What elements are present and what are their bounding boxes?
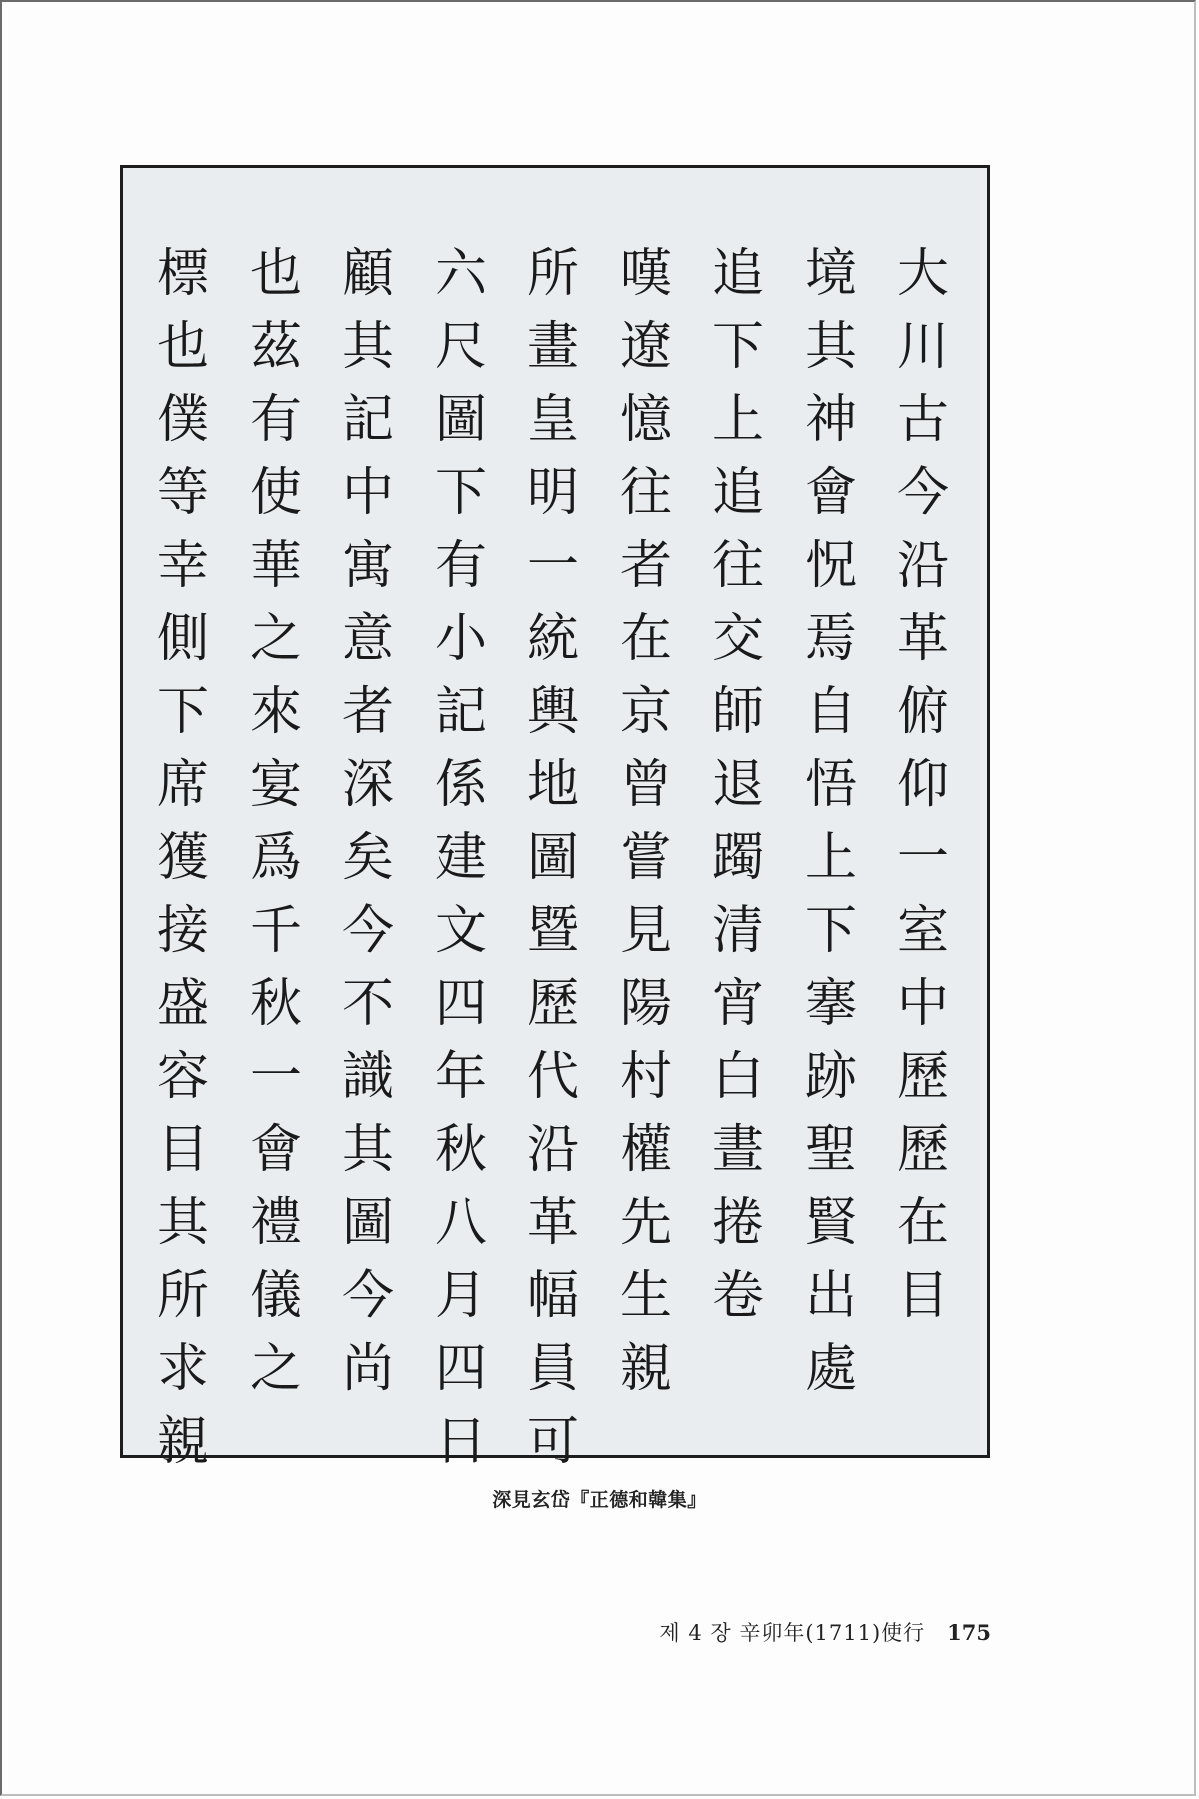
- glyph: 焉: [804, 609, 857, 669]
- glyph: 今: [341, 1266, 394, 1326]
- glyph: 權: [619, 1120, 672, 1180]
- glyph: 員: [526, 1339, 579, 1399]
- glyph: 歷: [526, 974, 579, 1034]
- glyph: 下: [804, 901, 857, 961]
- glyph: 師: [711, 682, 764, 742]
- glyph: 革: [896, 609, 949, 669]
- glyph: 下: [434, 463, 487, 523]
- page-number: 175: [947, 1620, 991, 1645]
- glyph: 所: [526, 244, 579, 304]
- glyph: 四: [434, 974, 487, 1034]
- glyph: 寓: [341, 536, 394, 596]
- glyph: 境: [804, 244, 857, 304]
- glyph: 躅: [711, 828, 764, 888]
- figure-caption: 深見玄岱『正德和韓集』: [492, 1489, 707, 1511]
- glyph: 不: [341, 974, 394, 1034]
- glyph: 清: [711, 901, 764, 961]
- glyph: 矣: [341, 828, 394, 888]
- glyph: 遼: [619, 317, 672, 377]
- glyph: 其: [341, 1120, 394, 1180]
- glyph: 盛: [156, 974, 209, 1034]
- glyph: 捲: [711, 1193, 764, 1253]
- glyph: 賢: [804, 1193, 857, 1253]
- glyph: 在: [619, 609, 672, 669]
- glyph: 歷: [896, 1120, 949, 1180]
- glyph: 有: [249, 390, 302, 450]
- glyph: 也: [249, 244, 302, 304]
- glyph: 聖: [804, 1120, 857, 1180]
- text-column: [881, 238, 965, 1333]
- text-column: [419, 238, 503, 1479]
- text-column: [234, 238, 318, 1406]
- glyph: 禮: [249, 1193, 302, 1253]
- glyph: 來: [249, 682, 302, 742]
- glyph: 目: [896, 1266, 949, 1326]
- glyph: 席: [156, 755, 209, 815]
- glyph: 親: [156, 1412, 209, 1472]
- glyph: 下: [711, 317, 764, 377]
- glyph: 小: [434, 609, 487, 669]
- text-column: [604, 238, 688, 1406]
- glyph: 親: [619, 1339, 672, 1399]
- glyph: 求: [156, 1339, 209, 1399]
- glyph: 沿: [896, 536, 949, 596]
- glyph: 僕: [156, 390, 209, 450]
- glyph: 川: [896, 317, 949, 377]
- glyph: 識: [341, 1047, 394, 1107]
- glyph: 曾: [619, 755, 672, 815]
- glyph: 在: [896, 1193, 949, 1253]
- glyph: 村: [619, 1047, 672, 1107]
- glyph: 六: [434, 244, 487, 304]
- glyph: 秋: [434, 1120, 487, 1180]
- glyph: 晝: [711, 1120, 764, 1180]
- glyph: 記: [434, 682, 487, 742]
- text-column: [696, 238, 780, 1333]
- page-footer: [659, 1617, 991, 1647]
- glyph: 尺: [434, 317, 487, 377]
- glyph: 圖: [341, 1193, 394, 1253]
- text-column: [326, 238, 410, 1406]
- glyph: 建: [434, 828, 487, 888]
- glyph: 明: [526, 463, 579, 523]
- glyph: 歷: [896, 1047, 949, 1107]
- chapter-running-head: 제 4 장 辛卯年(1711)使行: [659, 1621, 926, 1645]
- glyph: 所: [156, 1266, 209, 1326]
- glyph: 室: [896, 901, 949, 961]
- glyph: 一: [896, 828, 949, 888]
- text-column: [511, 238, 595, 1479]
- glyph: 四: [434, 1339, 487, 1399]
- glyph: 中: [896, 974, 949, 1034]
- glyph: 圖: [526, 828, 579, 888]
- glyph: 秋: [249, 974, 302, 1034]
- glyph: 幸: [156, 536, 209, 596]
- calligraphy-text-area: [141, 238, 965, 1472]
- glyph: 卷: [711, 1266, 764, 1326]
- glyph: 者: [619, 536, 672, 596]
- glyph: 皇: [526, 390, 579, 450]
- glyph: 深: [341, 755, 394, 815]
- glyph: 其: [341, 317, 394, 377]
- glyph: 之: [249, 1339, 302, 1399]
- glyph: 下: [156, 682, 209, 742]
- glyph: 暨: [526, 901, 579, 961]
- text-column: [789, 238, 873, 1406]
- glyph: 地: [526, 755, 579, 815]
- glyph: 其: [156, 1193, 209, 1253]
- glyph: 陽: [619, 974, 672, 1034]
- glyph: 接: [156, 901, 209, 961]
- glyph: 宵: [711, 974, 764, 1034]
- glyph: 目: [156, 1120, 209, 1180]
- glyph: 今: [341, 901, 394, 961]
- glyph: 標: [156, 244, 209, 304]
- glyph: 悟: [804, 755, 857, 815]
- glyph: 會: [249, 1120, 302, 1180]
- glyph: 月: [434, 1266, 487, 1326]
- glyph: 八: [434, 1193, 487, 1253]
- glyph: 等: [156, 463, 209, 523]
- glyph: 上: [804, 828, 857, 888]
- glyph: 側: [156, 609, 209, 669]
- glyph: 往: [619, 463, 672, 523]
- glyph: 嘆: [619, 244, 672, 304]
- glyph: 仰: [896, 755, 949, 815]
- glyph: 古: [896, 390, 949, 450]
- glyph: 可: [526, 1412, 579, 1472]
- glyph: 出: [804, 1266, 857, 1326]
- glyph: 年: [434, 1047, 487, 1107]
- glyph: 也: [156, 317, 209, 377]
- glyph: 神: [804, 390, 857, 450]
- text-column: [141, 238, 225, 1479]
- glyph: 怳: [804, 536, 857, 596]
- glyph: 嘗: [619, 828, 672, 888]
- glyph: 今: [896, 463, 949, 523]
- glyph: 革: [526, 1193, 579, 1253]
- glyph: 處: [804, 1339, 857, 1399]
- glyph: 其: [804, 317, 857, 377]
- glyph: 追: [711, 463, 764, 523]
- glyph: 交: [711, 609, 764, 669]
- glyph: 文: [434, 901, 487, 961]
- glyph: 儀: [249, 1266, 302, 1326]
- glyph: 一: [249, 1047, 302, 1107]
- glyph: 上: [711, 390, 764, 450]
- glyph: 代: [526, 1047, 579, 1107]
- glyph: 顧: [341, 244, 394, 304]
- glyph: 憶: [619, 390, 672, 450]
- glyph: 華: [249, 536, 302, 596]
- glyph: 中: [341, 463, 394, 523]
- glyph: 沿: [526, 1120, 579, 1180]
- glyph: 追: [711, 244, 764, 304]
- glyph: 統: [526, 609, 579, 669]
- glyph: 者: [341, 682, 394, 742]
- glyph: 畫: [526, 317, 579, 377]
- calligraphy-plate: [120, 165, 990, 1472]
- glyph: 宴: [249, 755, 302, 815]
- glyph: 日: [434, 1412, 487, 1472]
- glyph: 見: [619, 901, 672, 961]
- glyph: 圖: [434, 390, 487, 450]
- glyph: 一: [526, 536, 579, 596]
- glyph: 意: [341, 609, 394, 669]
- glyph: 往: [711, 536, 764, 596]
- glyph: 千: [249, 901, 302, 961]
- glyph: 尚: [341, 1339, 394, 1399]
- glyph: 容: [156, 1047, 209, 1107]
- glyph: 俯: [896, 682, 949, 742]
- glyph: 有: [434, 536, 487, 596]
- glyph: 大: [896, 244, 949, 304]
- glyph: 使: [249, 463, 302, 523]
- glyph: 輿: [526, 682, 579, 742]
- glyph: 幅: [526, 1266, 579, 1326]
- glyph: 京: [619, 682, 672, 742]
- glyph: 退: [711, 755, 764, 815]
- glyph: 自: [804, 682, 857, 742]
- glyph: 會: [804, 463, 857, 523]
- glyph: 獲: [156, 828, 209, 888]
- glyph: 白: [711, 1047, 764, 1107]
- glyph: 先: [619, 1193, 672, 1253]
- glyph: 之: [249, 609, 302, 669]
- glyph: 搴: [804, 974, 857, 1034]
- glyph: 記: [341, 390, 394, 450]
- glyph: 茲: [249, 317, 302, 377]
- glyph: 生: [619, 1266, 672, 1326]
- glyph: 跡: [804, 1047, 857, 1107]
- glyph: 爲: [249, 828, 302, 888]
- glyph: 係: [434, 755, 487, 815]
